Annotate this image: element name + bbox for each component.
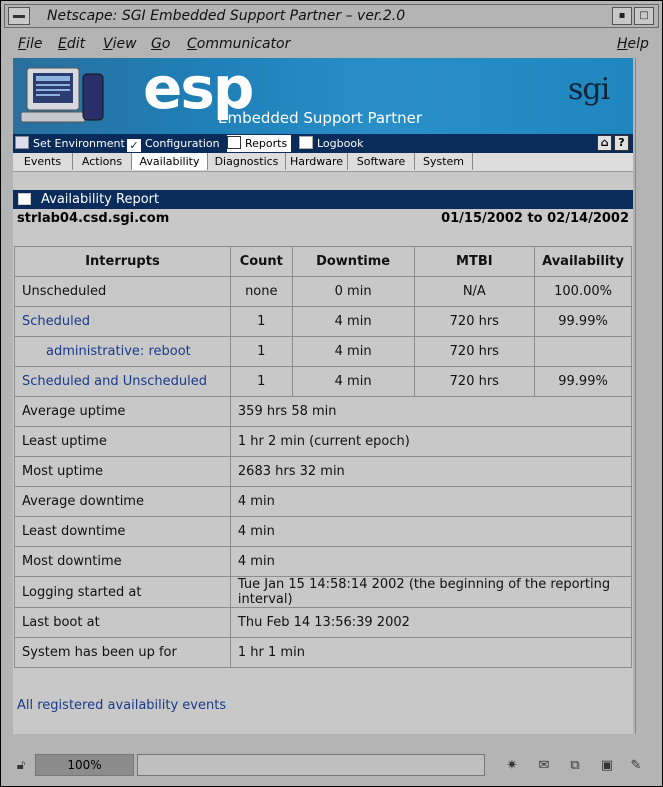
menu-help[interactable]: Help [617, 36, 649, 52]
col-availability: Availability [535, 247, 632, 277]
count-cell: 1 [230, 337, 292, 367]
stat-value: 359 hrs 58 min [230, 397, 631, 427]
status-bar [4, 752, 659, 782]
mtbi-cell: 720 hrs [414, 337, 535, 367]
stat-row [15, 577, 632, 608]
esp-banner [13, 58, 633, 134]
all-events-link[interactable]: All registered availability events [17, 698, 227, 713]
discussion-icon[interactable]: ⧉ [570, 758, 580, 773]
mtbi-cell: 720 hrs [414, 307, 535, 337]
stat-row [15, 457, 632, 487]
col-count: Count [230, 247, 292, 277]
stat-row [15, 608, 632, 638]
sub-nav [13, 153, 633, 172]
mtbi-cell: N/A [414, 277, 535, 307]
stat-value: Tue Jan 15 14:58:14 2002 (the beginning of the reporting interval) [230, 577, 631, 608]
nav-set-environment[interactable] [15, 135, 125, 152]
report-header [13, 190, 633, 209]
stat-label: Logging started at [15, 577, 231, 608]
minimize-button[interactable]: ▪ [612, 7, 632, 25]
edit-icon[interactable]: ✎ [630, 758, 642, 773]
nav-configuration-label: Configuration [145, 137, 220, 150]
count-cell: 1 [230, 307, 292, 337]
nav-logbook[interactable] [299, 135, 363, 152]
stat-row [15, 517, 632, 547]
col-downtime: Downtime [292, 247, 414, 277]
report-title: Availability Report [41, 192, 160, 207]
interrupt-label[interactable]: Scheduled and Unscheduled [15, 367, 231, 397]
nav-set-environment-label: Set Environment [33, 137, 125, 150]
stat-label: System has been up for [15, 638, 231, 668]
table-row [15, 307, 632, 337]
stat-value: 4 min [230, 517, 631, 547]
stat-row [15, 427, 632, 457]
interrupt-label[interactable]: Scheduled [15, 307, 231, 337]
nav-configuration[interactable] [127, 135, 220, 152]
banner-subtitle: Embedded Support Partner [218, 109, 422, 127]
stat-value: 1 hr 1 min [230, 638, 631, 668]
tab-events[interactable]: Events [13, 153, 73, 170]
col-mtbi: MTBI [414, 247, 535, 277]
date-range: 01/15/2002 to 02/14/2002 [441, 211, 629, 226]
right-scrollbar[interactable] [635, 58, 657, 734]
stat-row [15, 638, 632, 668]
stat-row [15, 547, 632, 577]
count-cell: none [230, 277, 292, 307]
menu-bar [4, 32, 659, 56]
checkmark-icon: ✓ [127, 139, 141, 152]
availability-cell: 99.99% [535, 367, 632, 397]
report-icon [227, 136, 241, 149]
tools-icon [15, 136, 29, 149]
menu-file[interactable]: File [18, 36, 43, 52]
tab-availability[interactable]: Availability [132, 153, 208, 170]
window-menu-button[interactable] [8, 7, 30, 25]
stat-label: Last boot at [15, 608, 231, 638]
menu-edit[interactable]: Edit [58, 36, 86, 52]
top-nav [13, 134, 633, 153]
stat-label: Least uptime [15, 427, 231, 457]
stat-label: Most downtime [15, 547, 231, 577]
esp-logo: esp [143, 58, 253, 122]
interrupt-label: Unscheduled [15, 277, 231, 307]
stat-row [15, 397, 632, 427]
downtime-cell: 4 min [292, 337, 414, 367]
stat-label: Average downtime [15, 487, 231, 517]
availability-cell: 99.99% [535, 307, 632, 337]
nav-logbook-label: Logbook [317, 137, 364, 150]
book-icon [299, 136, 313, 149]
table-row [15, 277, 632, 307]
availability-table [14, 246, 632, 668]
tab-software[interactable]: Software [348, 153, 415, 170]
count-cell: 1 [230, 367, 292, 397]
page-content [13, 58, 633, 734]
downtime-cell: 4 min [292, 307, 414, 337]
stat-value: 1 hr 2 min (current epoch) [230, 427, 631, 457]
menu-view[interactable]: View [103, 36, 137, 52]
title-bar [4, 4, 659, 28]
interrupt-label[interactable]: administrative: reboot [15, 337, 231, 367]
mail-icon[interactable]: ✉ [538, 758, 550, 773]
table-row [15, 367, 632, 397]
tab-diagnostics[interactable]: Diagnostics [208, 153, 286, 170]
host-name: strlab04.csd.sgi.com [17, 211, 170, 226]
table-row [15, 337, 632, 367]
stat-label: Average uptime [15, 397, 231, 427]
availability-cell [535, 337, 632, 367]
mtbi-cell: 720 hrs [414, 367, 535, 397]
report-icon [18, 193, 31, 205]
maximize-button[interactable]: □ [634, 7, 654, 25]
menu-communicator[interactable]: Communicator [187, 36, 291, 52]
progress-indicator: 100% [35, 754, 134, 776]
sgi-logo: sgi [568, 72, 610, 107]
table-header-row [15, 247, 632, 277]
downtime-cell: 4 min [292, 367, 414, 397]
nav-reports-label: Reports [245, 137, 288, 150]
help-button[interactable]: ? [614, 135, 629, 151]
menu-go[interactable]: Go [151, 36, 171, 52]
tab-system[interactable]: System [415, 153, 473, 170]
status-message [137, 754, 485, 776]
stat-row [15, 487, 632, 517]
col-interrupts: Interrupts [15, 247, 231, 277]
stat-value: Thu Feb 14 13:56:39 2002 [230, 608, 631, 638]
computer-monitor-icon [19, 64, 107, 126]
stat-value: 4 min [230, 487, 631, 517]
stat-value: 2683 hrs 32 min [230, 457, 631, 487]
stat-label: Most uptime [15, 457, 231, 487]
tab-actions[interactable]: Actions [73, 153, 132, 170]
availability-cell: 100.00% [535, 277, 632, 307]
stat-label: Least downtime [15, 517, 231, 547]
downtime-cell: 0 min [292, 277, 414, 307]
tab-hardware[interactable]: Hardware [286, 153, 348, 170]
window-title: Netscape: SGI Embedded Support Partner – ver.2.0 [47, 8, 406, 24]
home-icon[interactable]: ⌂ [597, 135, 612, 151]
stat-value: 4 min [230, 547, 631, 577]
composer-icon[interactable]: ▣ [600, 758, 614, 773]
security-lock-icon[interactable]: 🔓︎ [16, 758, 26, 773]
activity-icon[interactable]: ✷ [506, 758, 518, 773]
nav-reports[interactable] [227, 135, 291, 152]
